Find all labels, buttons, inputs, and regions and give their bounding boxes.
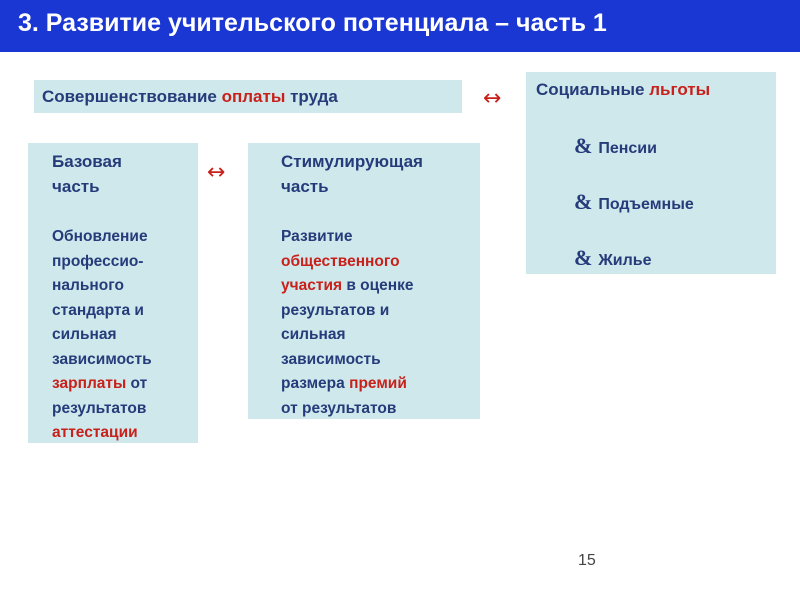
title-bar	[0, 0, 800, 52]
social-title-highlight: льготы	[649, 80, 711, 99]
stim-body-line: Развитие	[281, 228, 353, 245]
double-arrow-icon: ↔	[483, 86, 502, 111]
base-body-line: результатов	[52, 399, 147, 417]
pay-text-1: Совершенствование	[42, 87, 222, 106]
base-body-line: профессио-	[52, 252, 144, 270]
social-item-label: Жилье	[598, 252, 652, 269]
stim-body-line: от результатов	[281, 399, 397, 417]
base-highlight-salary: зарплаты	[52, 375, 127, 392]
pay-improvement-label	[42, 87, 338, 107]
base-part-box	[28, 143, 198, 443]
base-heading-line: часть	[52, 177, 100, 196]
base-body-line: нального	[52, 277, 124, 294]
stimulating-part-heading	[281, 149, 423, 199]
double-arrow-icon: ↔	[207, 160, 226, 185]
base-highlight-attestation: аттестации	[52, 424, 138, 441]
pay-highlight: оплаты	[221, 87, 286, 106]
base-part-heading	[52, 149, 122, 199]
stim-highlight-participation: участия	[281, 277, 343, 294]
social-item-pensions	[574, 133, 657, 159]
base-body-text: от	[126, 375, 148, 392]
base-part-body	[52, 225, 152, 446]
base-body-line: Обновление	[52, 228, 148, 245]
page-number: 15	[578, 552, 596, 569]
stimulating-part-box	[248, 143, 480, 419]
base-body-line	[52, 372, 152, 397]
stim-body-line: зависимость	[281, 350, 381, 368]
ampersand-bullet-icon: &	[574, 245, 593, 270]
social-item-housing	[574, 245, 652, 271]
stim-heading-line: часть	[281, 177, 329, 196]
stim-body-line: результатов и	[281, 301, 390, 319]
social-item-relocation	[574, 189, 694, 215]
social-item-label: Пенсии	[598, 140, 657, 157]
base-heading-line: Базовая	[52, 152, 122, 171]
stimulating-part-body	[281, 225, 414, 421]
ampersand-bullet-icon: &	[574, 133, 593, 158]
social-benefits-title	[536, 80, 710, 100]
social-benefits-box	[526, 72, 776, 274]
stim-body-line	[281, 372, 414, 397]
stim-body-line: сильная	[281, 326, 346, 343]
stim-body-text: в оценке	[342, 277, 414, 294]
stim-highlight-bonus: премий	[349, 375, 407, 392]
base-body-line: сильная	[52, 326, 117, 343]
pay-text-2: труда	[285, 87, 338, 106]
stim-heading-line: Стимулирующая	[281, 152, 423, 171]
ampersand-bullet-icon: &	[574, 189, 593, 214]
base-body-line: стандарта и	[52, 301, 144, 319]
slide-title: 3. Развитие учительского потенциала – часть 1	[18, 9, 607, 37]
base-body-line: зависимость	[52, 350, 152, 368]
social-title-text: Социальные	[536, 80, 650, 99]
stim-body-line	[281, 274, 414, 299]
pay-improvement-box	[34, 80, 462, 113]
stim-highlight-public: общественного	[281, 252, 400, 270]
social-item-label: Подъемные	[598, 196, 694, 213]
stim-body-text: размера	[281, 375, 350, 392]
